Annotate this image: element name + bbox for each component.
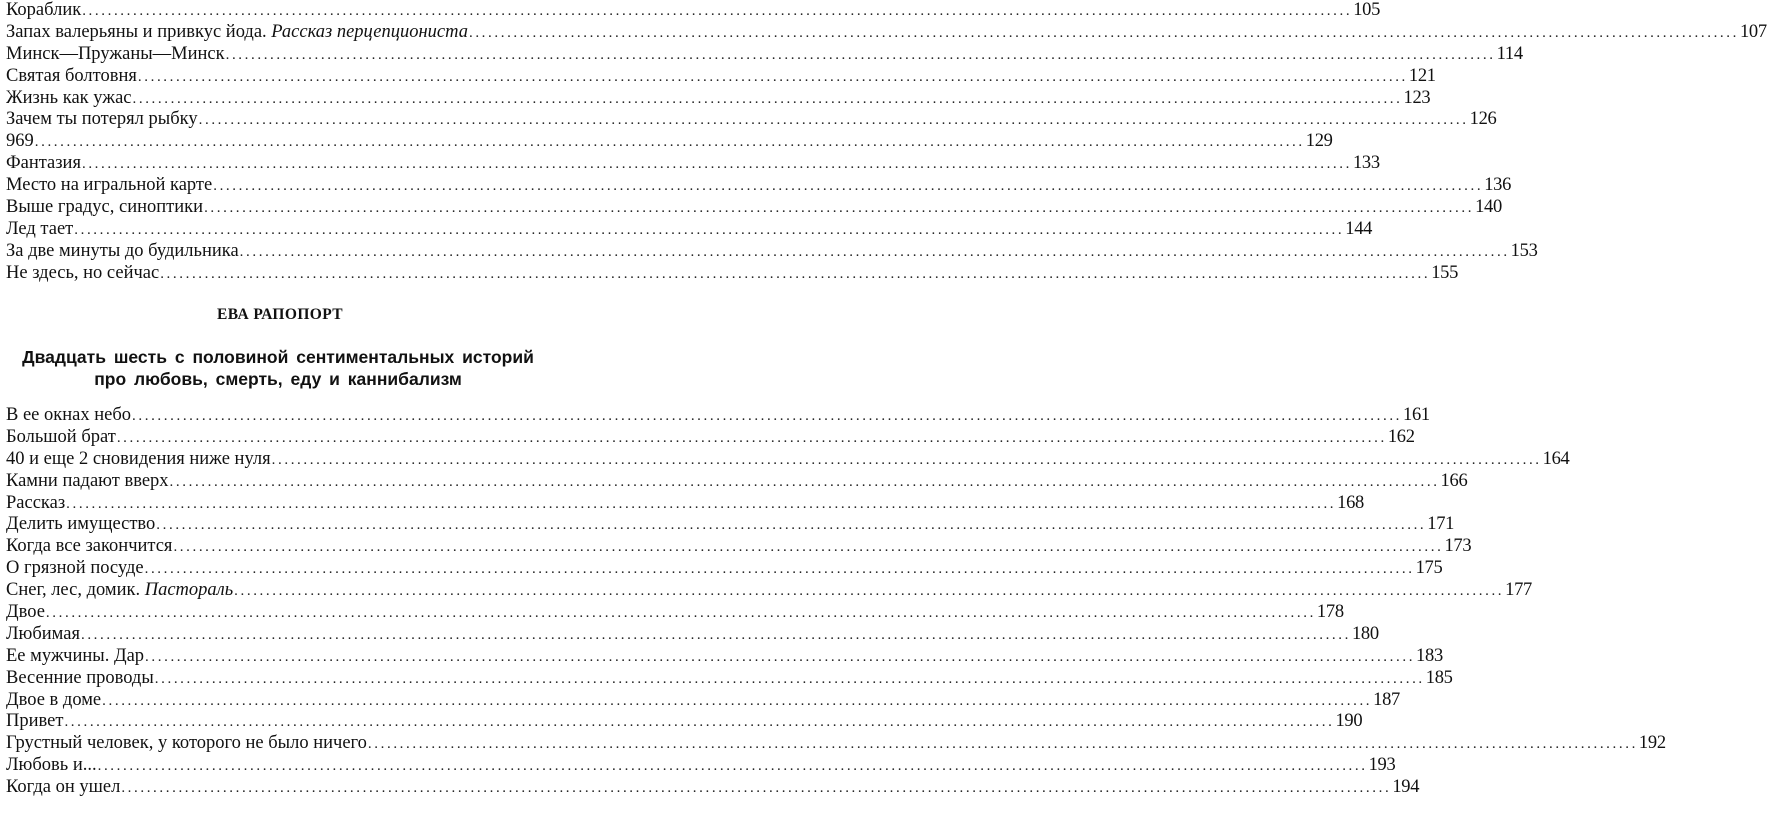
dot-leader: ........................................................................................................................................................................................................ [82, 3, 1353, 19]
toc-entry-title-text: Ее мужчины. Дар [6, 645, 145, 666]
toc-entry-title-text: О грязной посуде [6, 558, 144, 579]
toc-entry-title-text: Святая болтовня [6, 65, 137, 86]
toc-entry-title [6, 777, 120, 799]
toc-entry-title-text: Камни падают вверх [6, 470, 169, 491]
toc-entry-title-text: 40 и еще 2 сновидения ниже нуля [6, 448, 271, 469]
toc-entry-page-number: 166 [1440, 470, 1468, 491]
toc-entry-page-number: 162 [1387, 426, 1415, 447]
dot-leader: ........................................................................................................................................................................................................ [102, 692, 1373, 709]
toc-entry-page-number: 164 [1542, 448, 1570, 469]
dot-leader: ........................................................................................................................................................................................................ [145, 648, 1416, 665]
toc-entry-title-text: Любимая [6, 623, 80, 644]
toc-entry-page-number: 105 [1353, 0, 1381, 20]
section-subtitle: Двадцать шесть с половиной сентиментальных историй про любовь, смерть, еду и каннибализм [22, 347, 534, 389]
toc-list-part-2 [6, 405, 1666, 799]
toc-entry-title [6, 241, 239, 263]
toc-entry-page-number: 177 [1505, 580, 1533, 601]
toc-entry-title [6, 755, 97, 777]
toc-entry [6, 405, 1430, 427]
toc-entry-title-text: Жизнь как ужас [6, 87, 132, 108]
toc-entry-title [6, 197, 203, 219]
toc-entry-page-number: 144 [1345, 218, 1373, 239]
toc-entry-title-text: Запах валерьяны и привкус йода. [6, 21, 267, 42]
toc-entry-title [6, 471, 169, 493]
toc-entry-title [6, 668, 154, 690]
toc-entry-title [6, 263, 159, 285]
toc-entry-page-number: 133 [1352, 153, 1380, 174]
dot-leader: ........................................................................................................................................................................................................ [367, 736, 1638, 753]
toc-entry-page-number: 129 [1305, 131, 1333, 152]
toc-entry-title [6, 536, 172, 558]
toc-entry [6, 21, 1767, 44]
toc-entry-page-number: 185 [1425, 667, 1453, 688]
toc-entry-page-number: 171 [1427, 514, 1455, 535]
toc-entry-title-text: Снег, лес, домик. [6, 580, 141, 601]
toc-entry [6, 777, 1420, 799]
toc-entry [6, 131, 1333, 153]
toc-entry-title [6, 153, 81, 175]
toc-entry-title-text: Кораблик [6, 0, 82, 20]
toc-entry-title-text: Делить имущество [6, 514, 156, 535]
toc-entry-title-text: Грустный человек, у которого не было ничего [6, 733, 367, 754]
toc-entry [6, 448, 1570, 471]
toc-entry-title [6, 514, 155, 536]
toc-entry-title-text: Весенние проводы [6, 667, 154, 688]
toc-entry-page-number: 168 [1337, 492, 1365, 513]
toc-entry-page-number: 153 [1510, 240, 1538, 261]
toc-entry [6, 733, 1666, 755]
toc-entry [6, 755, 1396, 777]
toc-entry-title-text: Место на игральной карте [6, 175, 213, 196]
toc-entry-page-number: 173 [1444, 536, 1472, 557]
toc-entry-title [6, 219, 73, 241]
toc-entry-title-text: Двое [6, 602, 45, 623]
dot-leader: ........................................................................................................................................................................................................ [173, 539, 1444, 556]
toc-entry-title-text: Привет [6, 711, 64, 732]
toc-entry [6, 558, 1443, 580]
toc-entry-title [6, 22, 468, 44]
toc-entry-page-number: 123 [1403, 87, 1431, 108]
dot-leader: ........................................................................................................................................................................................................ [271, 451, 1542, 468]
dot-leader: ........................................................................................................................................................................................................ [160, 265, 1431, 282]
toc-entry-title [6, 131, 34, 153]
dot-leader: ........................................................................................................................................................................................................ [234, 583, 1505, 600]
dot-leader: ........................................................................................................................................................................................................ [132, 90, 1403, 107]
dot-leader: ........................................................................................................................................................................................................ [64, 714, 1335, 731]
toc-entry-title [6, 580, 233, 602]
toc-entry-title [6, 646, 144, 668]
toc-entry-title-text: Когда он ушел [6, 777, 121, 798]
dot-leader: ........................................................................................................................................................................................................ [116, 429, 1387, 446]
section-author: ЕВА РАПОПОРТ [216, 306, 344, 323]
toc-entry [6, 218, 1373, 241]
toc-entry [6, 65, 1436, 88]
toc-entry-genre: Пастораль [144, 580, 234, 601]
dot-leader: ........................................................................................................................................................................................................ [34, 134, 1305, 151]
toc-entry-page-number: 180 [1351, 623, 1379, 644]
toc-entry [6, 240, 1538, 263]
toc-entry-title-text: Выше градус, синоптики [6, 197, 204, 218]
dot-leader: ........................................................................................................................................................................................................ [156, 517, 1427, 534]
dot-leader: ........................................................................................................................................................................................................ [81, 156, 1352, 173]
dot-leader: ........................................................................................................................................................................................................ [198, 112, 1469, 129]
toc-entry-title-text: За две минуты до будильника [6, 240, 239, 261]
toc-entry-page-number: 192 [1638, 733, 1666, 754]
toc-entry-page-number: 121 [1408, 65, 1436, 86]
toc-entry-page-number: 193 [1368, 755, 1396, 776]
dot-leader: ........................................................................................................................................................................................................ [225, 46, 1496, 63]
toc-entry [6, 426, 1415, 449]
toc-entry [6, 645, 1443, 668]
toc-entry-page-number: 161 [1403, 405, 1430, 425]
toc-entry [6, 197, 1502, 219]
toc-entry-page-number: 194 [1392, 777, 1420, 798]
toc-entry-title-text: Любовь и... [6, 755, 97, 776]
dot-leader: ........................................................................................................................................................................................................ [45, 605, 1316, 622]
toc-entry-title [6, 733, 367, 755]
toc-entry-title [6, 711, 63, 733]
toc-entry-title-text: Фантазия [6, 153, 81, 174]
toc-entry-title-text: Большой брат [6, 426, 116, 447]
toc-entry-title-text: Зачем ты потерял рыбку [6, 109, 198, 130]
toc-entry-title [6, 449, 271, 471]
dot-leader: ........................................................................................................................................................................................................ [169, 473, 1440, 490]
toc-entry [6, 175, 1512, 197]
toc-entry-title [6, 602, 45, 624]
dot-leader: ........................................................................................................................................................................................................ [66, 495, 1337, 512]
toc-entry-page-number: 114 [1496, 43, 1523, 64]
toc-entry-page-number: 136 [1484, 175, 1512, 196]
toc-entry-title [6, 558, 144, 580]
dot-leader: ........................................................................................................................................................................................................ [154, 670, 1425, 687]
toc-list-part-1 [6, 0, 1767, 285]
toc-entry-title-text: Когда все закончится [6, 536, 173, 557]
dot-leader: ........................................................................................................................................................................................................ [213, 178, 1484, 195]
toc-entry-title-text: Рассказ [6, 492, 66, 513]
toc-entry [6, 0, 1381, 22]
toc-entry-page-number: 107 [1739, 21, 1767, 42]
toc-entry-title [6, 405, 131, 427]
toc-entry-title [6, 66, 137, 88]
toc-entry [6, 43, 1523, 66]
dot-leader: ........................................................................................................................................................................................................ [144, 561, 1415, 578]
toc-entry [6, 514, 1455, 536]
dot-leader: ........................................................................................................................................................................................................ [137, 68, 1408, 85]
toc-entry [6, 262, 1459, 285]
toc-entry-page-number: 155 [1431, 262, 1459, 283]
toc-entry [6, 580, 1533, 602]
toc-entry [6, 87, 1431, 110]
toc-entry-title-text: Лед тает [6, 218, 74, 239]
toc-entry-title [6, 690, 101, 712]
toc-entry [6, 470, 1468, 493]
toc-entry [6, 711, 1363, 733]
toc-entry-title-text: 969 [6, 131, 34, 152]
toc-entry-title [6, 88, 132, 110]
dot-leader: ........................................................................................................................................................................................................ [468, 24, 1739, 41]
dot-leader: ........................................................................................................................................................................................................ [74, 221, 1345, 238]
toc-entry-page-number: 140 [1475, 197, 1502, 218]
toc-entry-title-text: В ее окнах небо [6, 405, 132, 425]
toc-entry [6, 153, 1380, 175]
toc-entry-title-text: Двое в доме [6, 689, 102, 710]
toc-entry-page-number: 175 [1415, 558, 1443, 579]
toc-entry-title [6, 427, 116, 449]
toc-entry [6, 492, 1365, 515]
toc-entry [6, 536, 1472, 558]
toc-entry [6, 602, 1344, 624]
dot-leader: ........................................................................................................................................................................................................ [80, 626, 1351, 643]
toc-entry-title [6, 109, 198, 131]
dot-leader: ........................................................................................................................................................................................................ [204, 200, 1475, 217]
toc-entry-page-number: 126 [1469, 109, 1497, 130]
dot-leader: ........................................................................................................................................................................................................ [132, 408, 1403, 424]
toc-entry-title-text: Минск—Пружаны—Минск [6, 43, 225, 64]
toc-entry [6, 689, 1400, 712]
toc-entry [6, 623, 1379, 646]
dot-leader: ........................................................................................................................................................................................................ [239, 243, 1510, 260]
toc-entry-title [6, 493, 65, 515]
toc-entry-genre: Рассказ перцепциониста [271, 21, 468, 42]
toc-entry-page-number: 190 [1335, 711, 1363, 732]
toc-entry-title [6, 44, 225, 66]
toc-entry-title [6, 624, 80, 646]
toc-entry-page-number: 187 [1373, 689, 1400, 710]
dot-leader: ........................................................................................................................................................................................................ [121, 780, 1392, 797]
toc-entry [6, 667, 1453, 690]
toc-entry-page-number: 183 [1416, 645, 1443, 666]
toc-entry [6, 109, 1497, 131]
toc-entry-title [6, 175, 212, 197]
dot-leader: ........................................................................................................................................................................................................ [97, 758, 1368, 775]
toc-entry-title-text: Не здесь, но сейчас [6, 262, 160, 283]
toc-entry-page-number: 178 [1316, 602, 1344, 623]
toc-entry-title [6, 0, 81, 22]
